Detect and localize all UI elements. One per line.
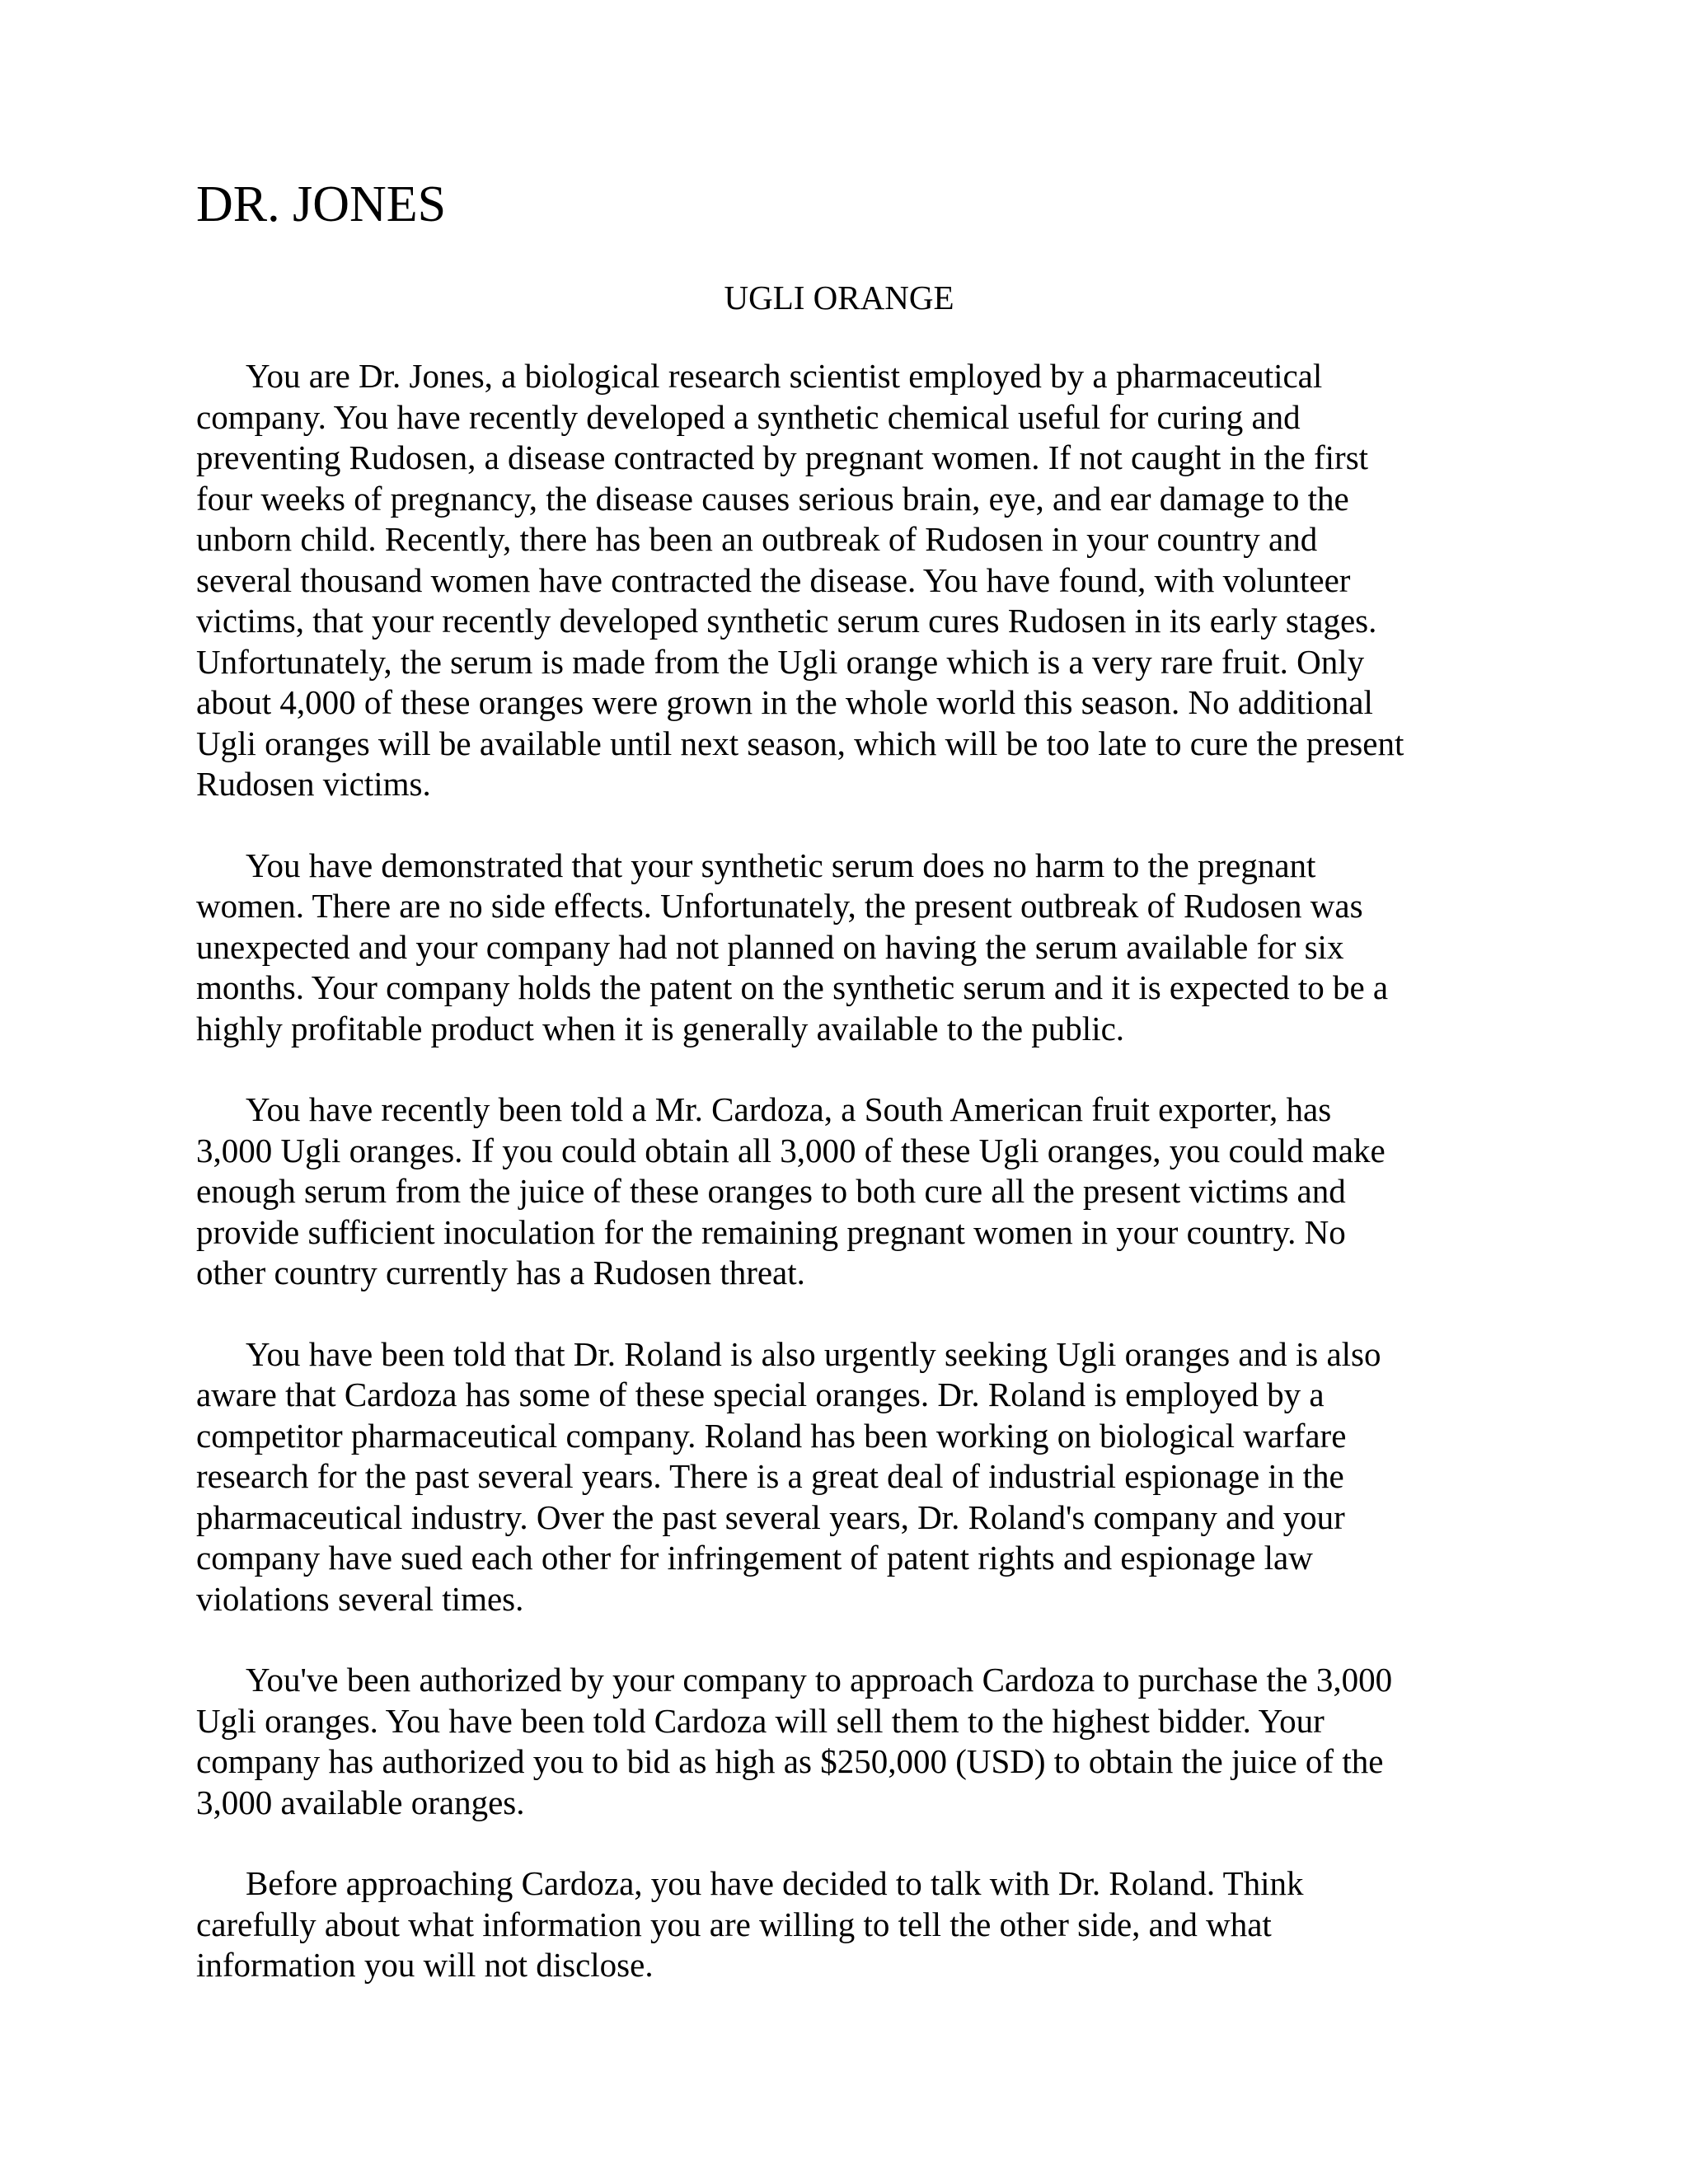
paragraph-line: unborn child. Recently, there has been an outbreak of Rudosen in your country and [196, 520, 1318, 558]
paragraph-line: competitor pharmaceutical company. Roland has been working on biological warfare [196, 1416, 1347, 1455]
paragraph-line: You have recently been told a Mr. Cardoza, a South American fruit exporter, has [246, 1090, 1332, 1128]
paragraph-line: provide sufficient inoculation for the remaining pregnant women in your country. No [196, 1212, 1346, 1251]
paragraph-line: Rudosen victims. [196, 765, 431, 803]
paragraph-line: months. Your company holds the patent on the synthetic serum and it is expected to be a [196, 968, 1389, 1006]
paragraph-line: You've been authorized by your company to approach Cardoza to purchase the 3,000 [246, 1661, 1393, 1699]
paragraph-line: four weeks of pregnancy, the disease causes serious brain, eye, and ear damage to the [196, 479, 1349, 518]
paragraph-line: You have been told that Dr. Roland is also urgently seeking Ugli oranges and is also [246, 1334, 1381, 1373]
paragraph-line: carefully about what information you are willing to tell the other side, and what [196, 1905, 1272, 1943]
paragraph-line: violations several times. [196, 1579, 524, 1618]
paragraph-line: unexpected and your company had not planned on having the serum available for six [196, 927, 1344, 966]
paragraph-line: You have demonstrated that your synthetic serum does no harm to the pregnant [246, 846, 1316, 884]
paragraph-line: Ugli oranges will be available until next season, which will be too late to cure the present [196, 724, 1404, 762]
paragraph-line: Unfortunately, the serum is made from the Ugli orange which is a very rare fruit. Only [196, 642, 1365, 681]
document-subtitle: UGLI ORANGE [724, 279, 954, 316]
paragraph-line: information you will not disclose. [196, 1946, 654, 1984]
paragraph-line: Ugli oranges. You have been told Cardoza will sell them to the highest bidder. Your [196, 1701, 1325, 1740]
paragraph-line: company. You have recently developed a synthetic chemical useful for curing and [196, 397, 1301, 436]
paragraph-line: pharmaceutical industry. Over the past several years, Dr. Roland's company and your [196, 1497, 1345, 1536]
paragraph-line: several thousand women have contracted the disease. You have found, with volunteer [196, 560, 1351, 599]
paragraph-line: women. There are no side effects. Unfortunately, the present outbreak of Rudosen was [196, 887, 1363, 925]
paragraph-line: aware that Cardoza has some of these special oranges. Dr. Roland is employed by a [196, 1376, 1325, 1413]
paragraph-line: victims, that your recently developed synthetic serum cures Rudosen in its early stages. [196, 602, 1377, 640]
paragraph-line: You are Dr. Jones, a biological research scientist employed by a pharmaceutical [246, 357, 1323, 395]
paragraph-line: company has authorized you to bid as high as $250,000 (USD) to obtain the juice of the [196, 1742, 1384, 1780]
paragraph-line: company have sued each other for infringement of patent rights and espionage law [196, 1539, 1313, 1577]
paragraph [196, 1660, 1482, 1823]
document-body [196, 356, 1482, 2027]
paragraph-line: 3,000 available oranges. [196, 1783, 525, 1821]
paragraph-line: 3,000 Ugli oranges. If you could obtain all 3,000 of these Ugli oranges, you could make [196, 1131, 1386, 1169]
paragraph [196, 1090, 1482, 1294]
document-page [196, 0, 1482, 2184]
paragraph [196, 846, 1482, 1050]
paragraph-line: research for the past several years. There is a great deal of industrial espionage in the [196, 1457, 1344, 1495]
paragraph [196, 1863, 1482, 1986]
paragraph [196, 356, 1482, 805]
paragraph-line: Before approaching Cardoza, you have decided to talk with Dr. Roland. Think [246, 1864, 1304, 1902]
paragraph-line: highly profitable product when it is generally available to the public. [196, 1009, 1125, 1047]
document-heading: DR. JONES [196, 176, 447, 232]
paragraph-line: enough serum from the juice of these oranges to both cure all the present victims and [196, 1172, 1346, 1210]
paragraph-line: other country currently has a Rudosen threat. [196, 1254, 805, 1291]
paragraph [196, 1334, 1482, 1620]
paragraph-line: about 4,000 of these oranges were grown in the whole world this season. No additional [196, 683, 1373, 721]
paragraph-line: preventing Rudosen, a disease contracted by pregnant women. If not caught in the first [196, 438, 1369, 476]
